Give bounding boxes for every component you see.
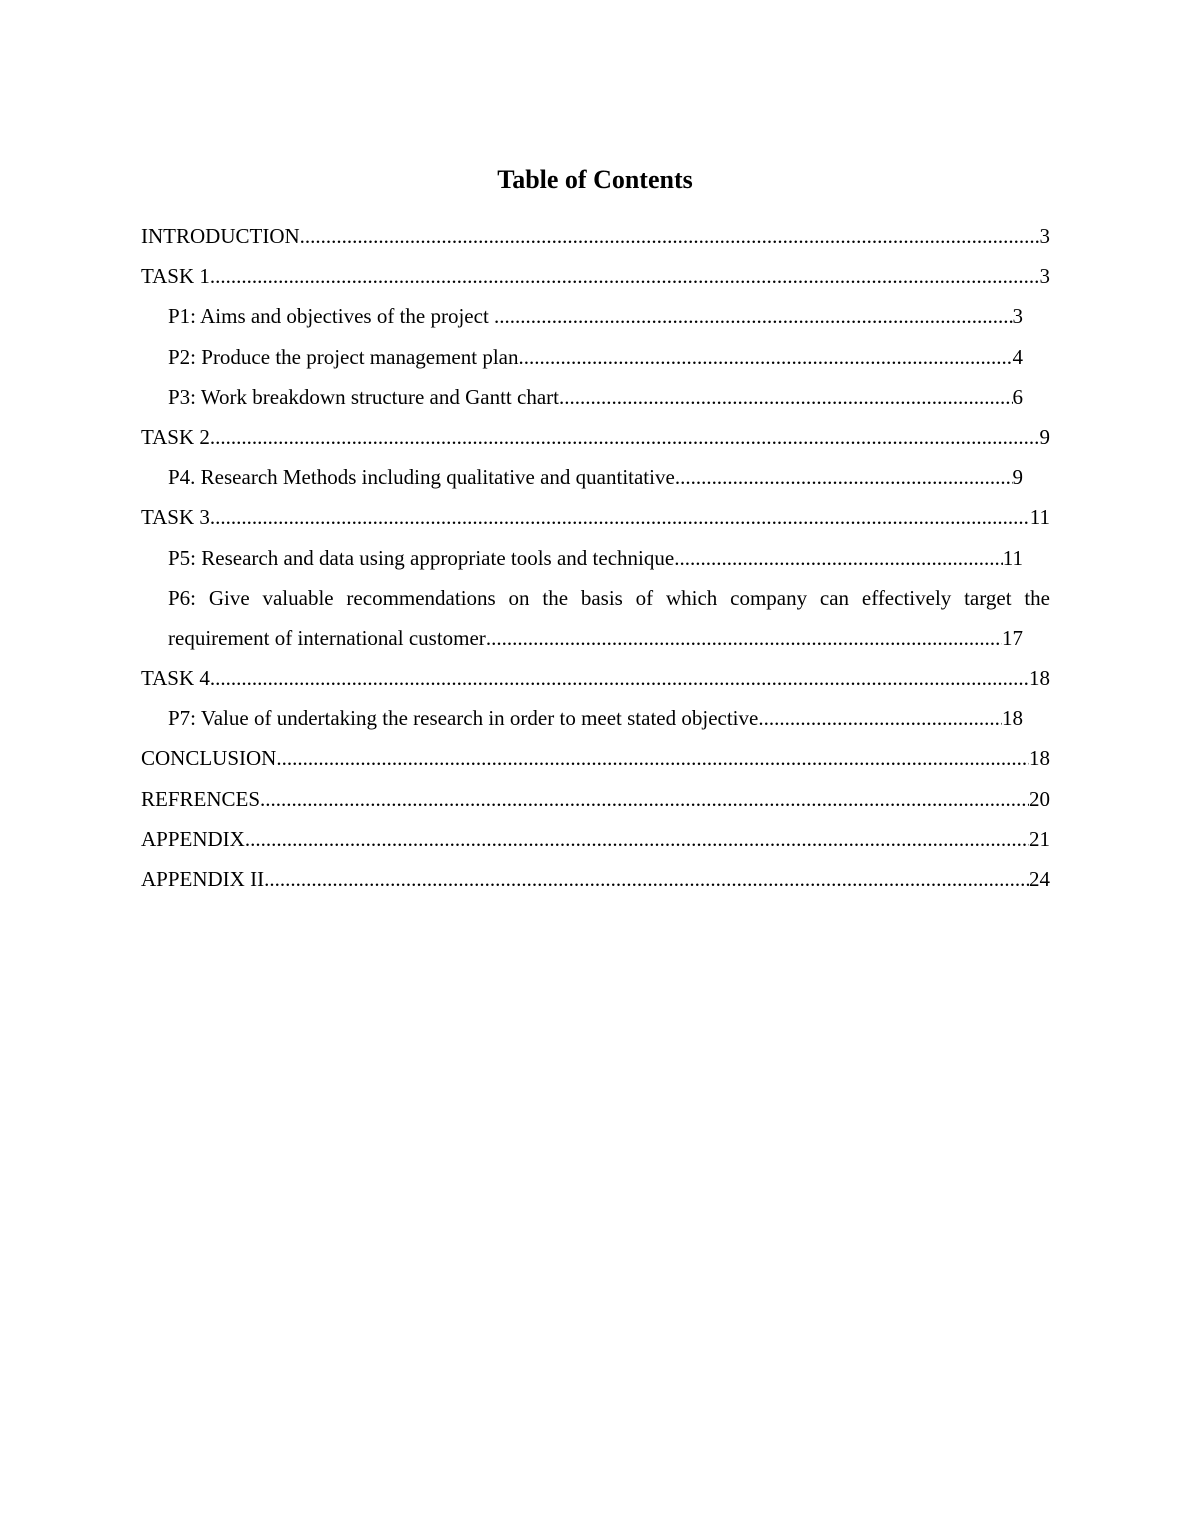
toc-page-number: 9: [1012, 465, 1023, 490]
toc-title: Table of Contents: [497, 165, 693, 194]
toc-leader-dots: [264, 859, 1029, 899]
toc-entry-label: TASK 3: [141, 505, 210, 530]
toc-page-number: 3: [1039, 264, 1050, 289]
toc-entry-label: P7: Value of undertaking the research in order to meet stated objective: [168, 706, 759, 731]
toc-leader-dots: [276, 738, 1029, 778]
toc-entry-task-2[interactable]: [141, 417, 1050, 457]
toc-entry-p2[interactable]: [168, 337, 1023, 377]
toc-page-number: 24: [1029, 867, 1050, 891]
toc-entry-label: P4. Research Methods including qualitative and quantitative: [168, 465, 675, 490]
toc-leader-dots: [210, 417, 1040, 457]
toc-entry-label: P1: Aims and objectives of the project: [168, 304, 495, 329]
toc-leader-dots: [494, 296, 1012, 336]
toc-page-number: 18: [1029, 746, 1050, 771]
toc-leader-dots: [300, 216, 1040, 256]
toc-entry-p6[interactable]: [168, 578, 1050, 658]
toc-entry-label: P2: Produce the project management plan: [168, 344, 519, 369]
toc-entry-label: TASK 2: [141, 424, 210, 449]
toc-leader-dots: [210, 658, 1029, 698]
toc-leader-dots: [675, 457, 1013, 497]
toc-entry-label: APPENDIX II: [141, 867, 265, 891]
toc-entry-label: REFRENCES: [141, 786, 261, 811]
toc-entry-appendix-ii[interactable]: [141, 859, 1050, 899]
toc-entry-label: P5: Research and data using appropriate tools and technique: [168, 545, 675, 570]
table-of-contents: [141, 216, 1050, 899]
toc-page-number: 4: [1012, 344, 1023, 369]
toc-leader-dots: [674, 538, 1003, 578]
toc-entry-label-line-1: P6: Give valuable recommendations on the basis of which company can effectively target the: [168, 585, 1050, 610]
toc-leader-dots: [559, 377, 1013, 417]
toc-entry-label: APPENDIX: [141, 826, 245, 851]
toc-page-number: 11: [1002, 545, 1023, 570]
toc-entry-task-1[interactable]: [141, 256, 1050, 296]
toc-leader-dots: [260, 779, 1029, 819]
toc-page-number: 3: [1012, 304, 1023, 329]
toc-page-number: 11: [1029, 505, 1050, 530]
toc-page-number: 20: [1029, 786, 1050, 811]
toc-entry-label: TASK 4: [141, 666, 210, 691]
toc-leader-dots: [758, 698, 1002, 738]
toc-leader-dots: [210, 497, 1030, 537]
toc-leader-dots: [245, 819, 1029, 859]
toc-entry-appendix[interactable]: [141, 819, 1050, 859]
toc-entry-p1[interactable]: [168, 296, 1023, 336]
toc-entry-p3[interactable]: [168, 377, 1023, 417]
toc-entry-task-4[interactable]: [141, 658, 1050, 698]
toc-leader-dots: [518, 337, 1012, 377]
toc-page-number: 3: [1039, 224, 1050, 248]
toc-entry-label: INTRODUCTION: [141, 224, 300, 248]
toc-page-number: 21: [1029, 826, 1050, 851]
toc-page-number: 17: [1002, 625, 1023, 650]
toc-page-number: 9: [1039, 424, 1050, 449]
toc-entry-task-3[interactable]: [141, 497, 1050, 537]
toc-leader-dots: [210, 256, 1040, 296]
toc-leader-dots: [486, 618, 1002, 658]
toc-entry-label: CONCLUSION: [141, 746, 277, 771]
toc-entry-references[interactable]: [141, 779, 1050, 819]
toc-page-number: 6: [1012, 384, 1023, 409]
toc-page-number: 18: [1002, 706, 1023, 731]
toc-entry-label: P3: Work breakdown structure and Gantt chart: [168, 384, 559, 409]
toc-page-number: 18: [1029, 666, 1050, 691]
toc-entry-label: TASK 1: [141, 264, 210, 289]
toc-entry-p4[interactable]: [168, 457, 1023, 497]
toc-entry-p5[interactable]: [168, 538, 1023, 578]
toc-entry-introduction[interactable]: [141, 216, 1050, 256]
toc-entry-conclusion[interactable]: [141, 738, 1050, 778]
toc-entry-line-2: [168, 618, 1023, 658]
toc-entry-p7[interactable]: [168, 698, 1023, 738]
toc-entry-label-line-2: requirement of international customer: [168, 625, 486, 650]
